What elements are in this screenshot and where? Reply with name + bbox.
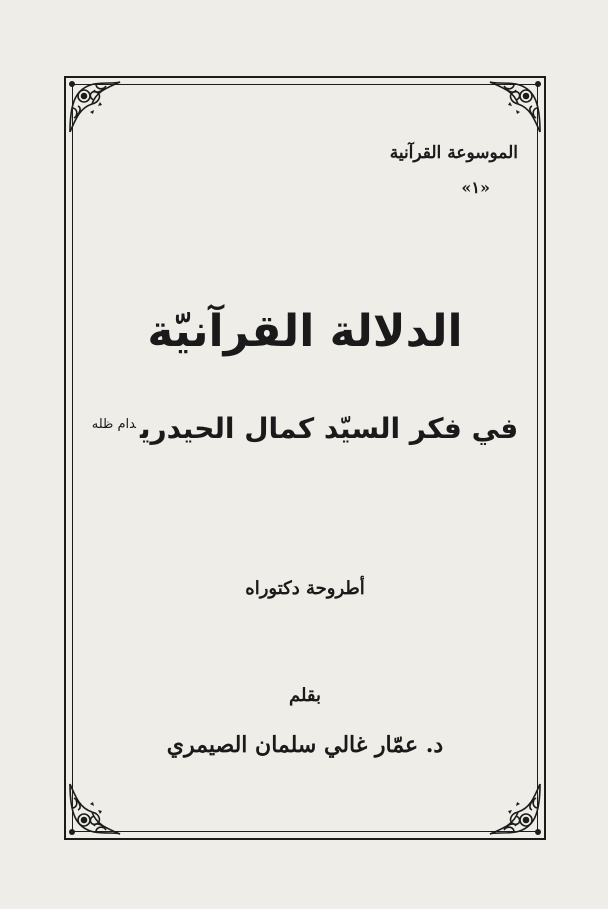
series-number: «١» [461, 178, 490, 197]
series-name: الموسوعة القرآنية [389, 143, 518, 163]
book-subtitle [72, 412, 538, 445]
thesis-label: أطروحة دكتوراه [245, 578, 365, 599]
honorific-mark: دام ظله [91, 416, 136, 432]
subtitle-text: في فكر السيّد كمال الحيدري [139, 412, 519, 445]
ornamental-corner-icon [66, 78, 124, 136]
ornamental-corner-icon [486, 780, 544, 838]
by-label: بقلم [288, 685, 322, 706]
ornamental-corner-icon [66, 780, 124, 838]
author-name: د. عمّار غالي سلمان الصيمري [166, 732, 444, 758]
book-title: الدلالة القرآنيّة [147, 306, 463, 357]
ornamental-corner-icon [486, 78, 544, 136]
